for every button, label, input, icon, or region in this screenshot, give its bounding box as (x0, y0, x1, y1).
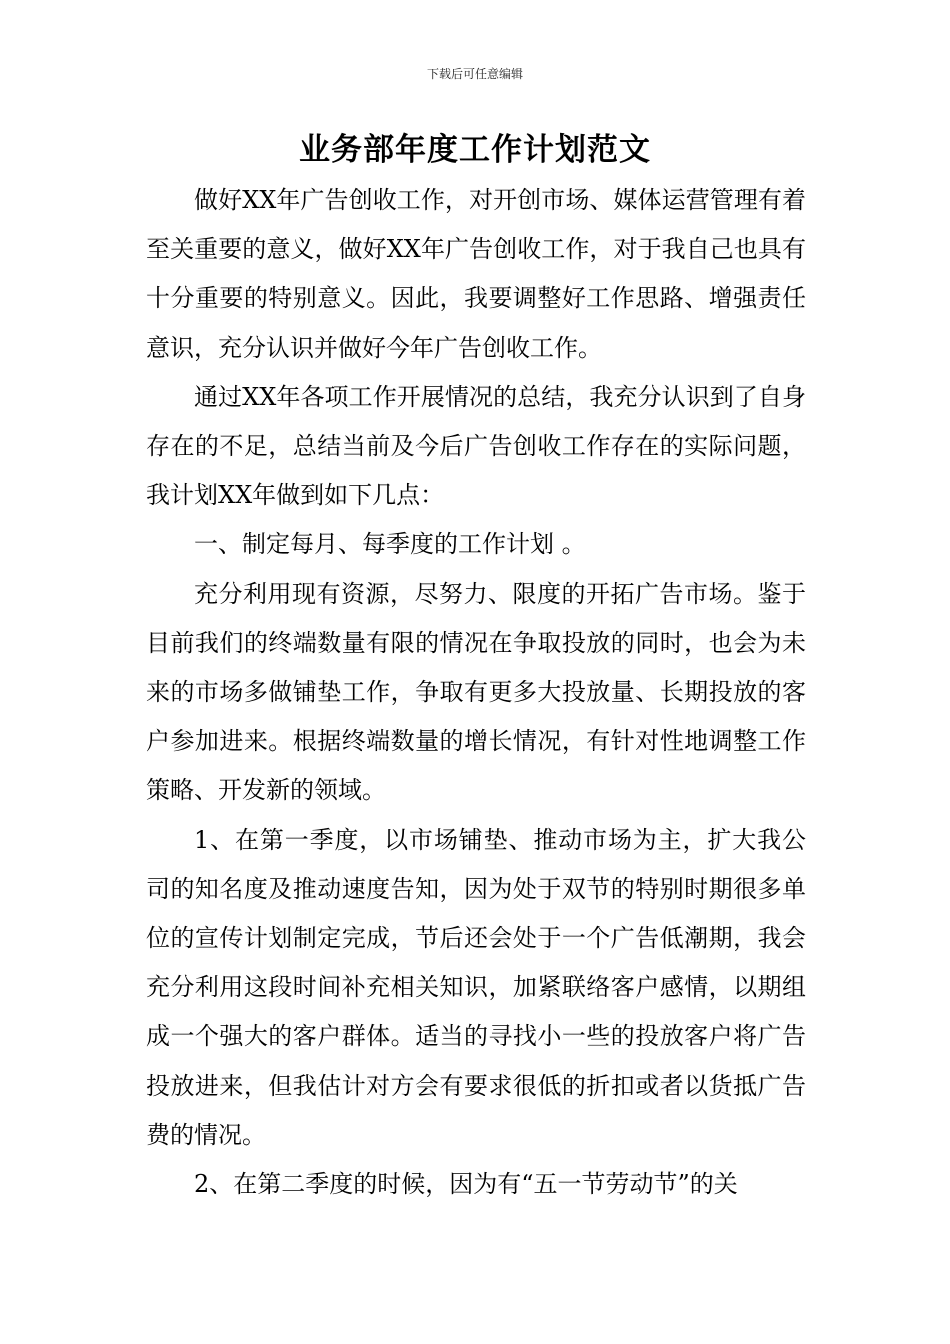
paragraph-q2: 2、在第二季度的时候，因为有“五一节劳动节”的关 (194, 1170, 738, 1199)
paragraph-summary: 通过XX年各项工作开展情况的总结，我充分认识到了自身存在的不足，总结当前及今后广告创收工作存在的实际问题，我计划XX年做到如下几点： (146, 382, 806, 510)
paragraph-intro: 做好XX年广告创收工作，对开创市场、媒体运营管理有着至关重要的意义，做好XX年广告创收工作，对于我自己也具有十分重要的特别意义。因此，我要调整好工作思路、增强责任意识，充分认识并做好今年广告创收工作。 (146, 186, 806, 362)
page-title: 业务部年度工作计划范文 (299, 132, 651, 168)
paragraph-resources: 充分利用现有资源，尽努力、限度的开拓广告市场。鉴于目前我们的终端数量有限的情况在争取投放的同时，也会为未来的市场多做铺垫工作，争取有更多大投放量、长期投放的客户参加进来。根据终端数量的增长情况，有针对性地调整工作策略、开发新的领域。 (146, 579, 806, 805)
document-body (146, 176, 806, 1209)
section-heading-1: 一、制定每月、每季度的工作计划 。 (194, 530, 586, 559)
paragraph-q1: 1、在第一季度，以市场铺垫、推动市场为主，扩大我公司的知名度及推动速度告知，因为处于双节的特别时期很多单位的宣传计划制定完成，节后还会处于一个广告低潮期，我会充分利用这段时间补充相关知识，加紧联络客户感情，以期组成一个强大的客户群体。适当的寻找小一些的投放客户将广告投放进来，但我估计对方会有要求很低的折扣或者以货抵广告费的情况。 (146, 825, 806, 1149)
header-note: 下载后可任意编辑 (426, 67, 523, 81)
